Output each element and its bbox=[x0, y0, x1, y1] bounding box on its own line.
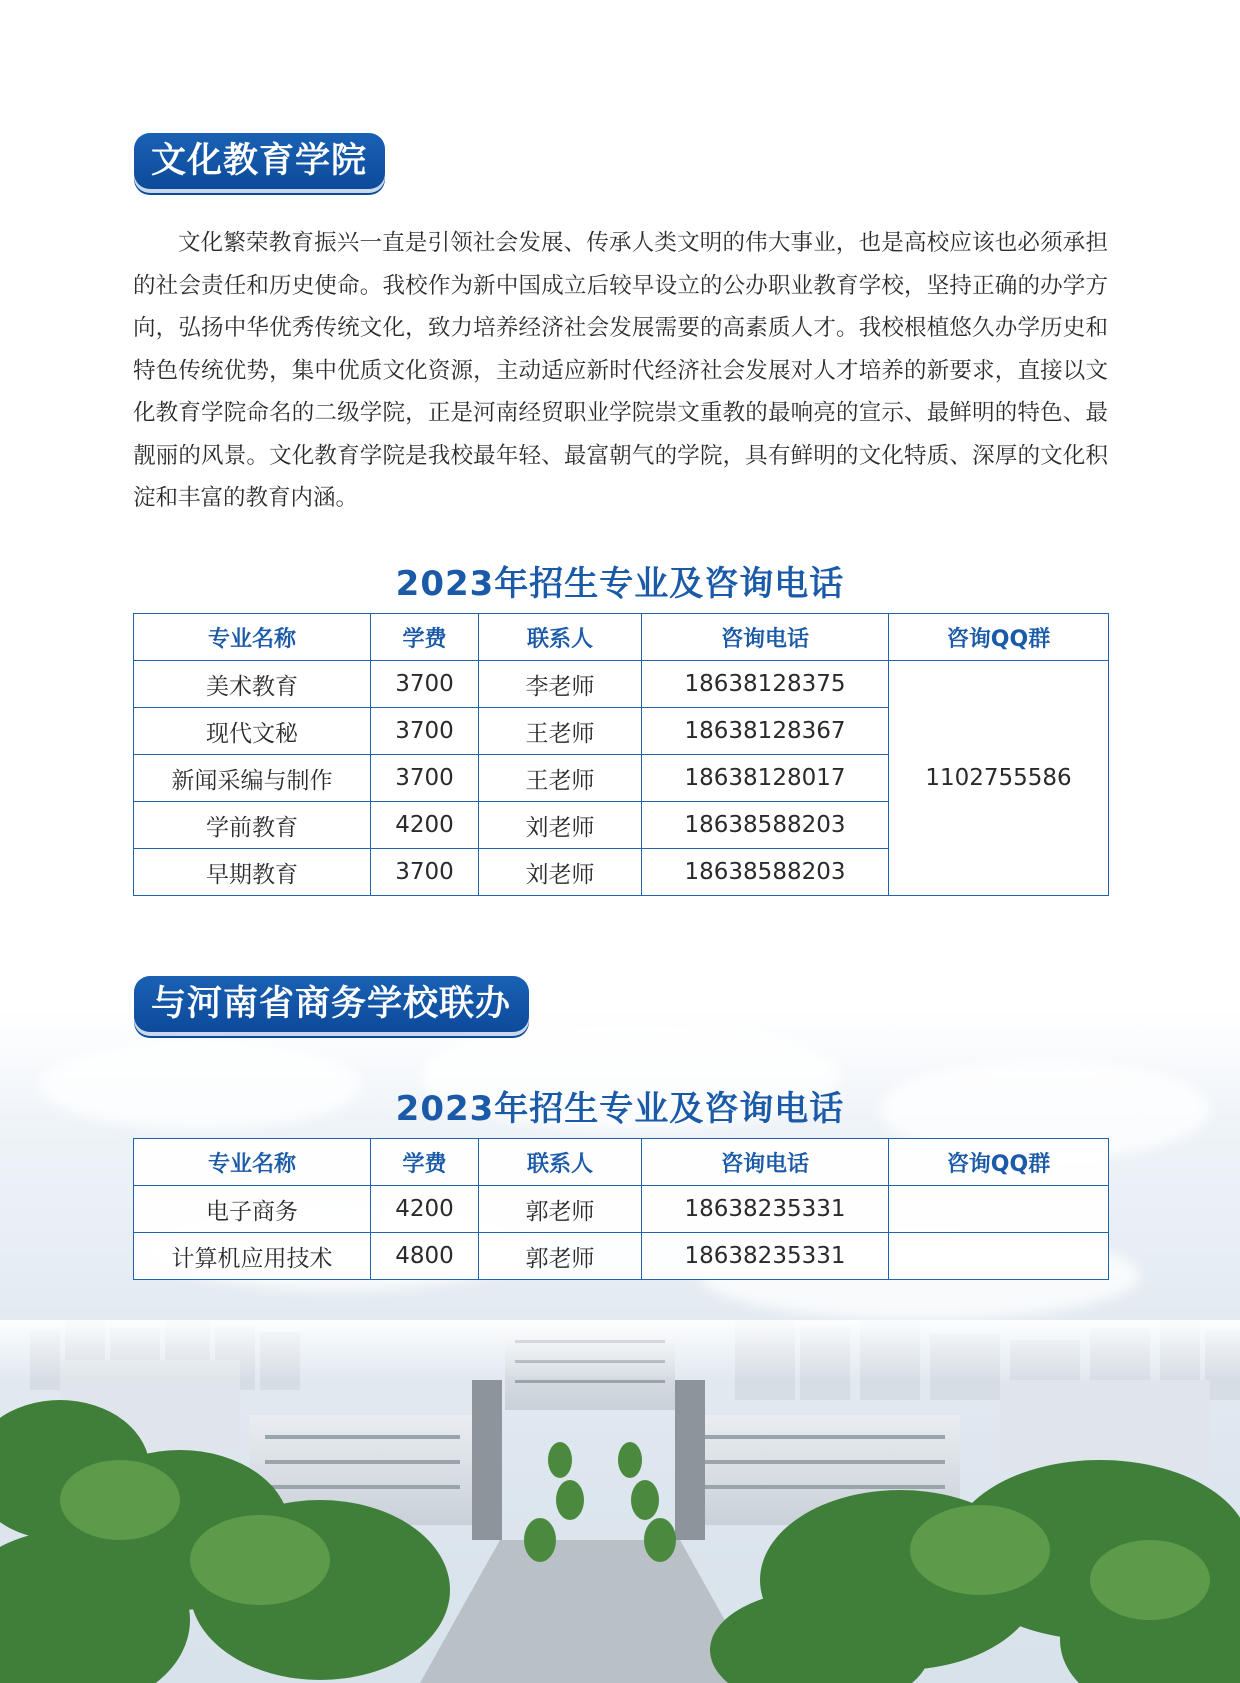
header-qq: 咨询QQ群 bbox=[889, 614, 1109, 661]
cell-fee: 3700 bbox=[371, 755, 479, 802]
header-fee: 学费 bbox=[371, 614, 479, 661]
cell-contact: 郭老师 bbox=[479, 1186, 642, 1233]
table-row bbox=[134, 1233, 1109, 1280]
campus-aerial-illustration bbox=[0, 1320, 1240, 1683]
table-row bbox=[134, 1186, 1109, 1233]
cell-fee: 4200 bbox=[371, 1186, 479, 1233]
cell-fee: 4800 bbox=[371, 1233, 479, 1280]
header-major: 专业名称 bbox=[134, 1139, 371, 1186]
section-title-joint-program: 与河南省商务学校联办 bbox=[134, 976, 529, 1032]
cell-phone: 18638128017 bbox=[642, 755, 889, 802]
cell-phone: 18638128375 bbox=[642, 661, 889, 708]
header-contact: 联系人 bbox=[479, 1139, 642, 1186]
header-contact: 联系人 bbox=[479, 614, 642, 661]
cell-contact: 李老师 bbox=[479, 661, 642, 708]
enrollment-table-culture bbox=[133, 613, 1109, 896]
cell-major: 新闻采编与制作 bbox=[134, 755, 371, 802]
table-row bbox=[134, 661, 1109, 708]
header-major: 专业名称 bbox=[134, 614, 371, 661]
header-phone: 咨询电话 bbox=[642, 614, 889, 661]
cell-phone: 18638235331 bbox=[642, 1233, 889, 1280]
cell-fee: 3700 bbox=[371, 849, 479, 896]
cell-contact: 刘老师 bbox=[479, 802, 642, 849]
cell-qq-group: 1102755586 bbox=[889, 661, 1109, 896]
table-title-2023-joint: 2023年招生专业及咨询电话 bbox=[395, 1089, 845, 1129]
cell-contact: 郭老师 bbox=[479, 1233, 642, 1280]
cell-phone: 18638235331 bbox=[642, 1186, 889, 1233]
cell-contact: 王老师 bbox=[479, 708, 642, 755]
intro-paragraph: 文化繁荣教育振兴一直是引领社会发展、传承人类文明的伟大事业，也是高校应该也必须承担的社会责任和历史使命。我校作为新中国成立后较早设立的公办职业教育学校，坚持正确的办学方向，弘扬中华优秀传统文化，致力培养经济社会发展需要的高素质人才。我校根植悠久办学历史和特色传统优势，集中优质文化资源，主动适应新时代经济社会发展对人才培养的新要求，直接以文化教育学院命名的二级学院，正是河南经贸职业学院崇文重教的最响亮的宣示、最鲜明的特色、最靓丽的风景。文化教育学院是我校最年轻、最富朝气的学院，具有鲜明的文化特质、深厚的文化积淀和丰富的教育内涵。 bbox=[133, 230, 1108, 511]
cell-fee: 4200 bbox=[371, 802, 479, 849]
cell-major: 现代文秘 bbox=[134, 708, 371, 755]
header-fee: 学费 bbox=[371, 1139, 479, 1186]
enrollment-table-joint bbox=[133, 1138, 1109, 1280]
cell-major: 电子商务 bbox=[134, 1186, 371, 1233]
cell-contact: 刘老师 bbox=[479, 849, 642, 896]
cell-phone: 18638588203 bbox=[642, 802, 889, 849]
cell-fee: 3700 bbox=[371, 708, 479, 755]
cell-major: 早期教育 bbox=[134, 849, 371, 896]
table-header-row bbox=[134, 614, 1109, 661]
header-phone: 咨询电话 bbox=[642, 1139, 889, 1186]
cell-major: 美术教育 bbox=[134, 661, 371, 708]
cell-qq bbox=[889, 1233, 1109, 1280]
cell-qq bbox=[889, 1186, 1109, 1233]
header-qq: 咨询QQ群 bbox=[889, 1139, 1109, 1186]
cell-phone: 18638588203 bbox=[642, 849, 889, 896]
table-header-row bbox=[134, 1139, 1109, 1186]
cell-major: 计算机应用技术 bbox=[134, 1233, 371, 1280]
cell-fee: 3700 bbox=[371, 661, 479, 708]
cell-major: 学前教育 bbox=[134, 802, 371, 849]
cell-phone: 18638128367 bbox=[642, 708, 889, 755]
section-title-culture-education: 文化教育学院 bbox=[134, 133, 385, 189]
table-title-2023: 2023年招生专业及咨询电话 bbox=[395, 564, 845, 604]
cell-contact: 王老师 bbox=[479, 755, 642, 802]
